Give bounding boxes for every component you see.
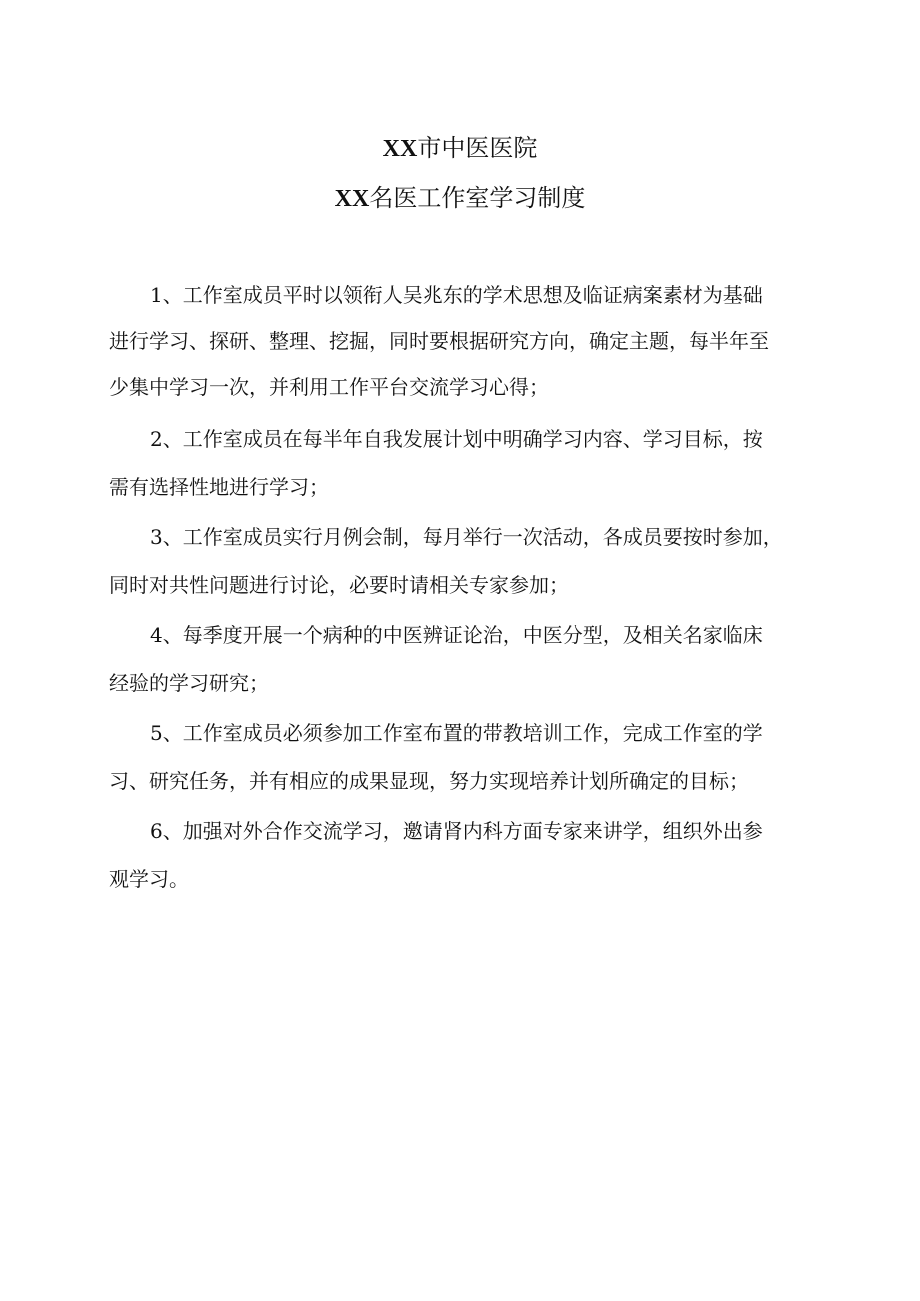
paragraph-5-line-1: 5、工作室成员必须参加工作室布置的带教培训工作，完成工作室的学 xyxy=(150,721,763,745)
paragraph-1-line-1: 1、工作室成员平时以领衔人吴兆东的学术思想及临证病案素材为基础 xyxy=(150,283,763,307)
paragraph-1-line-2: 进行学习、探研、整理、挖掘，同时要根据研究方向，确定主题，每半年至 xyxy=(109,329,769,353)
paragraph-3-line-2: 同时对共性问题进行讨论，必要时请相关专家参加； xyxy=(109,573,569,597)
hospital-name-heading xyxy=(0,133,920,164)
hospital-name-text: 市中医医院 xyxy=(417,134,538,162)
paragraph-6-line-1: 6、加强对外合作交流学习，邀请肾内科方面专家来讲学，组织外出参 xyxy=(150,819,763,843)
paragraph-3-line-1: 3、工作室成员实行月例会制，每月举行一次活动，各成员要按时参加， xyxy=(150,525,783,549)
document-title-text: 名医工作室学习制度 xyxy=(369,184,586,212)
paragraph-6-line-2: 观学习。 xyxy=(109,867,189,891)
paragraph-1-line-3: 少集中学习一次，并利用工作平台交流学习心得； xyxy=(109,375,549,399)
paragraph-5-line-2: 习、研究任务，并有相应的成果显现，努力实现培养计划所确定的目标； xyxy=(109,769,749,793)
paragraph-4-line-1: 4、每季度开展一个病种的中医辨证论治，中医分型，及相关名家临床 xyxy=(150,623,763,647)
hospital-name-prefix: XX xyxy=(382,136,418,162)
paragraph-2-line-1: 2、工作室成员在每半年自我发展计划中明确学习内容、学习目标，按 xyxy=(150,427,763,451)
paragraph-4-line-2: 经验的学习研究； xyxy=(109,671,269,695)
paragraph-2-line-2: 需有选择性地进行学习； xyxy=(109,475,329,499)
document-title-heading xyxy=(0,183,920,214)
document-title-prefix: XX xyxy=(334,186,370,212)
